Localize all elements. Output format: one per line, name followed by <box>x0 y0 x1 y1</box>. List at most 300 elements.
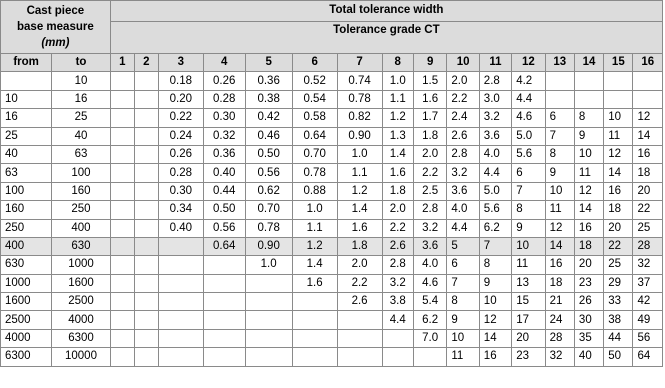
cell-ct5 <box>245 311 292 329</box>
cell-ct3: 0.20 <box>158 90 203 108</box>
table-row <box>1 256 663 274</box>
cell-ct14: 8 <box>574 109 603 127</box>
cell-ct11: 12 <box>479 311 511 329</box>
cell-ct8: 4.4 <box>382 311 413 329</box>
cell-ct15: 22 <box>604 237 633 255</box>
cell-ct6: 0.52 <box>292 72 337 90</box>
cell-ct10: 2.8 <box>447 145 479 163</box>
cell-ct1 <box>110 348 134 366</box>
table-row <box>1 237 663 255</box>
cell-from: 1600 <box>1 293 52 311</box>
cell-ct4 <box>203 293 245 311</box>
cell-ct9: 1.5 <box>413 72 446 90</box>
cell-ct13: 12 <box>545 219 574 237</box>
cell-ct15: 11 <box>604 127 633 145</box>
cell-ct2 <box>134 329 158 347</box>
cell-ct1 <box>110 145 134 163</box>
cell-ct10: 9 <box>447 311 479 329</box>
cell-to: 250 <box>52 201 111 219</box>
cell-ct12: 5.6 <box>512 145 545 163</box>
cell-ct8: 3.8 <box>382 293 413 311</box>
cell-ct5: 0.78 <box>245 219 292 237</box>
table-row <box>1 201 663 219</box>
cell-ct2 <box>134 274 158 292</box>
cell-ct14: 18 <box>574 237 603 255</box>
cell-ct3 <box>158 274 203 292</box>
cell-ct14 <box>574 90 603 108</box>
cell-ct4 <box>203 348 245 366</box>
cell-ct8: 2.6 <box>382 237 413 255</box>
cell-from: 25 <box>1 127 52 145</box>
table-row <box>1 329 663 347</box>
cell-to: 630 <box>52 237 111 255</box>
cell-ct7 <box>337 348 382 366</box>
cell-ct11: 7 <box>479 237 511 255</box>
cell-ct14: 12 <box>574 182 603 200</box>
cell-ct12: 6 <box>512 164 545 182</box>
cell-ct15: 16 <box>604 182 633 200</box>
cell-from: 40 <box>1 145 52 163</box>
cell-ct15: 38 <box>604 311 633 329</box>
cell-ct14 <box>574 72 603 90</box>
cell-ct9: 6.2 <box>413 311 446 329</box>
to-header: to <box>52 54 111 72</box>
tolerance-title: Total tolerance width <box>110 1 662 22</box>
cell-ct5: 0.50 <box>245 145 292 163</box>
cell-ct1 <box>110 311 134 329</box>
cell-ct13 <box>545 72 574 90</box>
base-measure-header <box>1 1 111 54</box>
cell-ct1 <box>110 237 134 255</box>
cell-ct2 <box>134 109 158 127</box>
cell-ct1 <box>110 201 134 219</box>
cell-ct4: 0.36 <box>203 145 245 163</box>
grade-header-ct11: 11 <box>479 54 511 72</box>
cell-ct11: 9 <box>479 274 511 292</box>
cell-ct5: 0.38 <box>245 90 292 108</box>
cell-ct9 <box>413 348 446 366</box>
cell-to: 400 <box>52 219 111 237</box>
cell-ct10: 2.0 <box>447 72 479 90</box>
table-row <box>1 145 663 163</box>
cell-to: 10000 <box>52 348 111 366</box>
cell-ct1 <box>110 219 134 237</box>
table-row <box>1 127 663 145</box>
cell-ct12: 17 <box>512 311 545 329</box>
cell-ct10: 7 <box>447 274 479 292</box>
grade-header-ct16: 16 <box>633 54 663 72</box>
cell-ct6 <box>292 329 337 347</box>
cell-from: 160 <box>1 201 52 219</box>
cell-ct15: 18 <box>604 201 633 219</box>
cell-ct8: 2.8 <box>382 256 413 274</box>
cell-ct5 <box>245 293 292 311</box>
table-body <box>1 72 663 366</box>
cell-ct16: 16 <box>633 145 663 163</box>
base-measure-unit: (mm) <box>41 37 70 49</box>
cell-ct16: 12 <box>633 109 663 127</box>
base-measure-title-2: base measure <box>17 21 94 33</box>
cell-to: 160 <box>52 182 111 200</box>
cell-ct13: 9 <box>545 164 574 182</box>
cell-ct8: 1.2 <box>382 109 413 127</box>
cell-to: 25 <box>52 109 111 127</box>
cell-ct10: 6 <box>447 256 479 274</box>
cell-ct3: 0.26 <box>158 145 203 163</box>
grade-header-ct14: 14 <box>574 54 603 72</box>
cell-ct2 <box>134 90 158 108</box>
cell-ct16: 18 <box>633 164 663 182</box>
cell-ct15: 44 <box>604 329 633 347</box>
cell-ct7: 1.8 <box>337 237 382 255</box>
cell-ct11: 3.0 <box>479 90 511 108</box>
cell-ct11: 4.0 <box>479 145 511 163</box>
cell-from: 100 <box>1 182 52 200</box>
cell-ct13: 14 <box>545 237 574 255</box>
cell-ct2 <box>134 127 158 145</box>
cell-ct9: 1.7 <box>413 109 446 127</box>
cell-ct15 <box>604 90 633 108</box>
cell-ct5: 0.70 <box>245 201 292 219</box>
cell-to: 2500 <box>52 293 111 311</box>
cell-ct11: 3.2 <box>479 109 511 127</box>
cell-ct6: 1.6 <box>292 274 337 292</box>
cell-ct3 <box>158 311 203 329</box>
cell-to: 6300 <box>52 329 111 347</box>
from-header: from <box>1 54 52 72</box>
cell-ct13: 21 <box>545 293 574 311</box>
cell-ct4: 0.30 <box>203 109 245 127</box>
cell-ct3: 0.24 <box>158 127 203 145</box>
cell-ct7 <box>337 311 382 329</box>
cell-ct12: 20 <box>512 329 545 347</box>
cell-ct8: 2.0 <box>382 201 413 219</box>
table-row <box>1 293 663 311</box>
cell-ct7: 2.2 <box>337 274 382 292</box>
cell-ct15: 12 <box>604 145 633 163</box>
cell-ct5: 0.62 <box>245 182 292 200</box>
cell-ct13: 6 <box>545 109 574 127</box>
cell-ct5: 0.42 <box>245 109 292 127</box>
cell-ct11: 5.0 <box>479 182 511 200</box>
cell-ct9: 1.8 <box>413 127 446 145</box>
cell-ct16: 28 <box>633 237 663 255</box>
cell-ct5 <box>245 274 292 292</box>
cell-ct14: 23 <box>574 274 603 292</box>
cell-ct13: 28 <box>545 329 574 347</box>
cell-ct8: 1.8 <box>382 182 413 200</box>
cell-ct6 <box>292 311 337 329</box>
table-row <box>1 348 663 366</box>
cell-ct7 <box>337 329 382 347</box>
cell-ct6 <box>292 348 337 366</box>
cell-to: 100 <box>52 164 111 182</box>
cell-from: 10 <box>1 90 52 108</box>
cell-ct6: 1.2 <box>292 237 337 255</box>
cell-ct16: 56 <box>633 329 663 347</box>
cell-ct9: 3.6 <box>413 237 446 255</box>
cell-ct5: 0.56 <box>245 164 292 182</box>
cell-ct9: 1.6 <box>413 90 446 108</box>
cell-ct3: 0.18 <box>158 72 203 90</box>
cell-ct3 <box>158 256 203 274</box>
cell-ct13: 11 <box>545 201 574 219</box>
cell-ct14: 14 <box>574 201 603 219</box>
cell-ct1 <box>110 127 134 145</box>
cell-ct2 <box>134 311 158 329</box>
cell-ct4: 0.32 <box>203 127 245 145</box>
cell-ct1 <box>110 256 134 274</box>
cell-ct12: 13 <box>512 274 545 292</box>
cell-ct9: 3.2 <box>413 219 446 237</box>
cell-ct7: 2.6 <box>337 293 382 311</box>
cell-ct3: 0.34 <box>158 201 203 219</box>
cell-ct12: 4.6 <box>512 109 545 127</box>
cell-ct10: 3.6 <box>447 182 479 200</box>
grade-header-row <box>1 54 663 72</box>
table-row <box>1 90 663 108</box>
cell-ct4: 0.50 <box>203 201 245 219</box>
cell-ct12: 4.2 <box>512 72 545 90</box>
cell-ct13: 18 <box>545 274 574 292</box>
cell-ct11: 2.8 <box>479 72 511 90</box>
cell-ct7: 1.1 <box>337 164 382 182</box>
cell-ct1 <box>110 72 134 90</box>
cell-ct13: 7 <box>545 127 574 145</box>
grade-header-ct10: 10 <box>447 54 479 72</box>
cell-ct11: 16 <box>479 348 511 366</box>
cell-ct15: 50 <box>604 348 633 366</box>
cell-ct14: 9 <box>574 127 603 145</box>
cell-ct7: 0.82 <box>337 109 382 127</box>
cell-ct12: 15 <box>512 293 545 311</box>
grade-header-ct4: 4 <box>203 54 245 72</box>
cell-ct9: 7.0 <box>413 329 446 347</box>
cell-ct7: 1.2 <box>337 182 382 200</box>
cell-from <box>1 72 52 90</box>
cell-ct11: 8 <box>479 256 511 274</box>
cell-ct4: 0.40 <box>203 164 245 182</box>
cell-ct13: 10 <box>545 182 574 200</box>
cell-ct12: 4.4 <box>512 90 545 108</box>
cell-ct4: 0.28 <box>203 90 245 108</box>
cell-ct14: 35 <box>574 329 603 347</box>
cell-ct8: 1.4 <box>382 145 413 163</box>
cell-ct3 <box>158 329 203 347</box>
cell-ct10: 4.4 <box>447 219 479 237</box>
cell-ct3: 0.22 <box>158 109 203 127</box>
cell-ct8 <box>382 329 413 347</box>
cell-ct13 <box>545 90 574 108</box>
cell-ct4 <box>203 256 245 274</box>
cell-ct6: 0.78 <box>292 164 337 182</box>
cell-ct8: 1.1 <box>382 90 413 108</box>
cell-ct14: 30 <box>574 311 603 329</box>
cell-ct7: 0.74 <box>337 72 382 90</box>
cell-ct11: 4.4 <box>479 164 511 182</box>
cell-ct6: 0.54 <box>292 90 337 108</box>
cell-ct13: 16 <box>545 256 574 274</box>
cell-ct2 <box>134 293 158 311</box>
cell-from: 6300 <box>1 348 52 366</box>
cell-ct9: 2.8 <box>413 201 446 219</box>
cell-ct1 <box>110 109 134 127</box>
cell-ct2 <box>134 256 158 274</box>
table-row <box>1 311 663 329</box>
cell-ct1 <box>110 164 134 182</box>
grade-header-ct8: 8 <box>382 54 413 72</box>
cell-ct2 <box>134 219 158 237</box>
cell-ct11: 14 <box>479 329 511 347</box>
grade-header-ct6: 6 <box>292 54 337 72</box>
cell-ct3 <box>158 348 203 366</box>
cell-ct10: 2.6 <box>447 127 479 145</box>
cell-ct2 <box>134 201 158 219</box>
grade-title: Tolerance grade CT <box>110 21 662 53</box>
cell-ct15: 10 <box>604 109 633 127</box>
cell-ct16: 32 <box>633 256 663 274</box>
cell-ct6: 0.58 <box>292 109 337 127</box>
cell-to: 1000 <box>52 256 111 274</box>
cell-ct13: 24 <box>545 311 574 329</box>
cell-ct8 <box>382 348 413 366</box>
cell-ct15: 33 <box>604 293 633 311</box>
cell-ct10: 4.0 <box>447 201 479 219</box>
cell-from: 250 <box>1 219 52 237</box>
cell-ct1 <box>110 90 134 108</box>
cell-ct8: 1.6 <box>382 164 413 182</box>
table-row <box>1 274 663 292</box>
table-row <box>1 182 663 200</box>
cell-ct10: 8 <box>447 293 479 311</box>
grade-header-ct13: 13 <box>545 54 574 72</box>
cell-ct6: 0.70 <box>292 145 337 163</box>
cell-ct9: 2.2 <box>413 164 446 182</box>
cell-ct12: 11 <box>512 256 545 274</box>
cell-to: 10 <box>52 72 111 90</box>
cell-ct16: 37 <box>633 274 663 292</box>
cell-ct12: 23 <box>512 348 545 366</box>
cell-ct7: 0.90 <box>337 127 382 145</box>
cell-ct4 <box>203 329 245 347</box>
cell-ct12: 8 <box>512 201 545 219</box>
cell-ct10: 10 <box>447 329 479 347</box>
cell-ct11: 5.6 <box>479 201 511 219</box>
cell-ct10: 5 <box>447 237 479 255</box>
cell-ct6: 0.64 <box>292 127 337 145</box>
cell-ct15: 25 <box>604 256 633 274</box>
cell-ct15: 29 <box>604 274 633 292</box>
cell-ct10: 2.2 <box>447 90 479 108</box>
cell-ct8: 3.2 <box>382 274 413 292</box>
cell-ct9: 2.5 <box>413 182 446 200</box>
cell-ct1 <box>110 274 134 292</box>
cell-from: 1000 <box>1 274 52 292</box>
cell-ct2 <box>134 348 158 366</box>
cell-ct11: 10 <box>479 293 511 311</box>
cell-ct1 <box>110 329 134 347</box>
cell-ct10: 3.2 <box>447 164 479 182</box>
cell-ct2 <box>134 182 158 200</box>
cell-ct16: 49 <box>633 311 663 329</box>
cell-ct7: 1.4 <box>337 201 382 219</box>
cell-ct4: 0.64 <box>203 237 245 255</box>
grade-header-ct15: 15 <box>604 54 633 72</box>
cell-ct2 <box>134 145 158 163</box>
cell-ct10: 11 <box>447 348 479 366</box>
grade-header-ct12: 12 <box>512 54 545 72</box>
cell-ct14: 11 <box>574 164 603 182</box>
header-row-1 <box>1 1 663 22</box>
cell-ct11: 3.6 <box>479 127 511 145</box>
cell-ct6: 0.88 <box>292 182 337 200</box>
cell-ct2 <box>134 72 158 90</box>
cell-ct15 <box>604 72 633 90</box>
cell-ct12: 7 <box>512 182 545 200</box>
cell-ct6: 1.0 <box>292 201 337 219</box>
cell-ct14: 20 <box>574 256 603 274</box>
cell-ct13: 8 <box>545 145 574 163</box>
cell-to: 40 <box>52 127 111 145</box>
cell-ct5: 0.90 <box>245 237 292 255</box>
table-row <box>1 164 663 182</box>
cell-ct14: 16 <box>574 219 603 237</box>
cell-ct5: 0.46 <box>245 127 292 145</box>
cell-ct13: 32 <box>545 348 574 366</box>
cell-ct9: 4.6 <box>413 274 446 292</box>
cell-ct16: 64 <box>633 348 663 366</box>
cell-ct8: 1.3 <box>382 127 413 145</box>
cell-ct7: 0.78 <box>337 90 382 108</box>
cell-ct16: 25 <box>633 219 663 237</box>
cell-ct16: 22 <box>633 201 663 219</box>
cell-ct15: 20 <box>604 219 633 237</box>
cell-ct3 <box>158 293 203 311</box>
cell-ct3: 0.30 <box>158 182 203 200</box>
cell-ct2 <box>134 237 158 255</box>
cell-ct4: 0.56 <box>203 219 245 237</box>
cell-ct6: 1.1 <box>292 219 337 237</box>
cell-from: 63 <box>1 164 52 182</box>
cell-ct5: 1.0 <box>245 256 292 274</box>
cell-ct7: 2.0 <box>337 256 382 274</box>
cell-ct1 <box>110 182 134 200</box>
cell-ct9: 5.4 <box>413 293 446 311</box>
cell-ct5: 0.36 <box>245 72 292 90</box>
cell-ct16: 14 <box>633 127 663 145</box>
cell-from: 630 <box>1 256 52 274</box>
cell-from: 400 <box>1 237 52 255</box>
cell-ct8: 1.0 <box>382 72 413 90</box>
cell-ct4: 0.26 <box>203 72 245 90</box>
cell-ct4 <box>203 274 245 292</box>
cell-to: 1600 <box>52 274 111 292</box>
cell-from: 2500 <box>1 311 52 329</box>
cell-ct8: 2.2 <box>382 219 413 237</box>
cell-ct3: 0.28 <box>158 164 203 182</box>
cell-from: 4000 <box>1 329 52 347</box>
cell-ct4: 0.44 <box>203 182 245 200</box>
grade-header-ct7: 7 <box>337 54 382 72</box>
cell-ct15: 14 <box>604 164 633 182</box>
cell-ct3: 0.40 <box>158 219 203 237</box>
cell-ct16 <box>633 90 663 108</box>
cell-ct6 <box>292 293 337 311</box>
cell-ct7: 1.6 <box>337 219 382 237</box>
cell-from: 16 <box>1 109 52 127</box>
cell-to: 16 <box>52 90 111 108</box>
grade-header-ct9: 9 <box>413 54 446 72</box>
